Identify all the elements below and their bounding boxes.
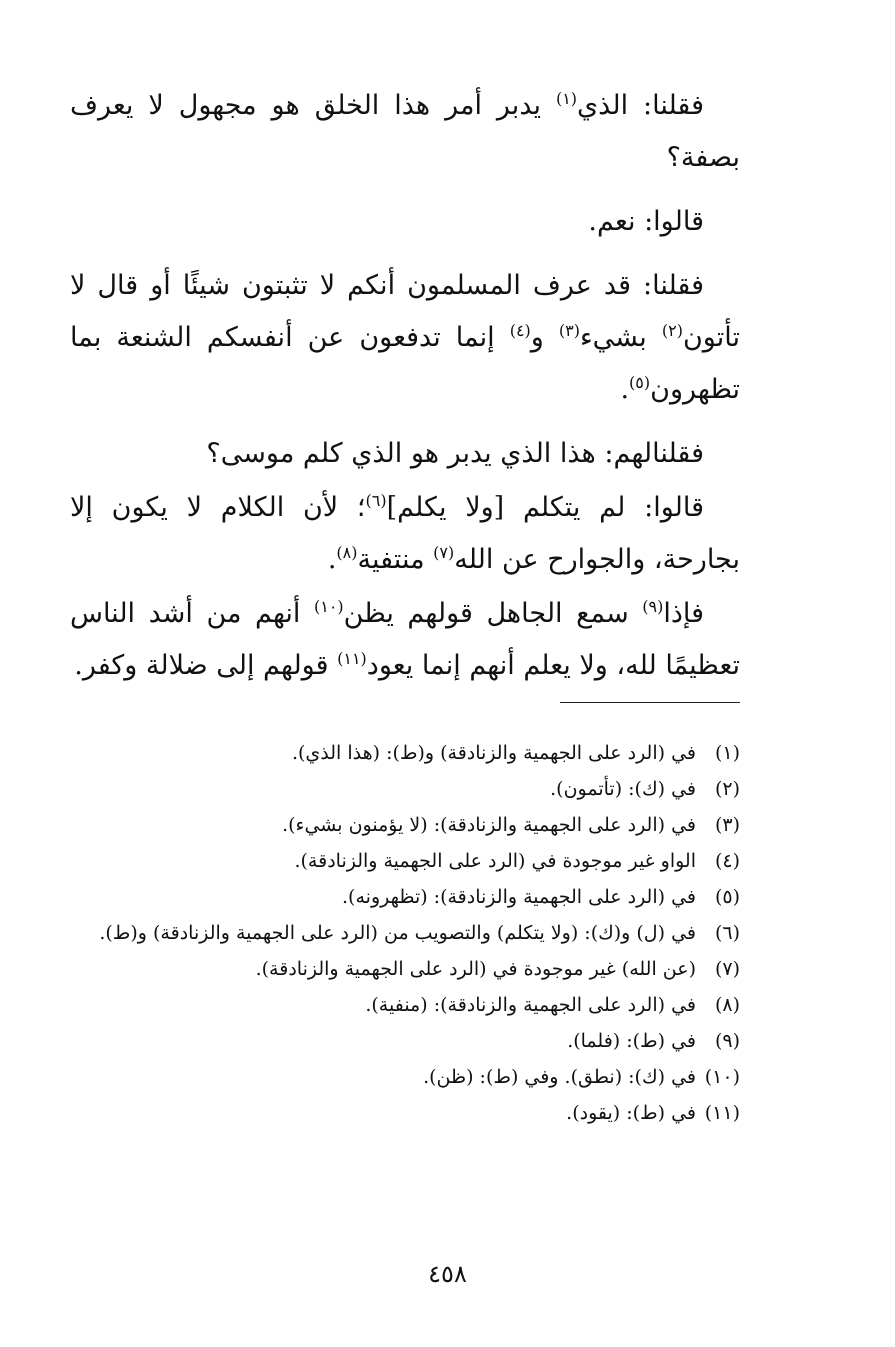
paragraph-text: . <box>620 374 630 405</box>
footnote-text: في (ط): (يقود). <box>566 1102 696 1124</box>
footnote-reference: (٤) <box>509 321 531 340</box>
footnote-reference: (٦) <box>365 491 387 510</box>
footnote-number: (٧) <box>714 958 740 980</box>
footnote-text: في (ك): (تأتمون). <box>550 778 696 800</box>
footnote <box>70 1023 740 1059</box>
paragraph-text: فقلنالهم: هذا الذي يدبر هو الذي كلم موسى؟ <box>206 438 704 469</box>
footnote-text: في (ط): (فلما). <box>567 1030 696 1052</box>
paragraph <box>70 196 740 248</box>
footnote-text: في (ك): (نطق). وفي (ط): (ظن). <box>423 1066 696 1088</box>
paragraph-text: إنما تدفعون عن أنفسكم الشنعة بما تظهرون <box>70 322 740 405</box>
paragraph-text: سمع الجاهل قولهم يظن <box>343 598 643 629</box>
footnote-reference: (١) <box>555 89 578 108</box>
footnote-number: (١٠) <box>704 1066 740 1088</box>
footnote <box>70 915 740 951</box>
page-number: ٤٥٨ <box>428 1260 467 1288</box>
footnote-text: في (الرد على الجهمية والزنادقة): (تظهرونه). <box>342 886 696 908</box>
paragraph-text: ؛ لأن الكلام لا يكون إلا بجارحة، والجوارح عن الله <box>70 492 740 575</box>
paragraph-text: . <box>327 544 337 575</box>
paragraph-text: يدبر أمر هذا الخلق هو مجهول لا يعرف بصفة؟ <box>70 90 740 173</box>
paragraph-text: منتفية <box>357 544 434 575</box>
footnote-reference: (٩) <box>642 597 664 616</box>
footnote <box>70 807 740 843</box>
footnote <box>70 771 740 807</box>
footnote <box>70 843 740 879</box>
footnote <box>70 987 740 1023</box>
footnote-reference: (٥) <box>629 373 651 392</box>
paragraph <box>70 482 740 586</box>
paragraph-text: قالوا: نعم. <box>588 206 704 237</box>
footnote-reference: (٧) <box>433 543 455 562</box>
footnote <box>70 879 740 915</box>
footnote-text: في (الرد على الجهمية والزنادقة) و(ط): (هذا الذي). <box>291 742 696 764</box>
paragraph-text: أنهم من أشد الناس تعظيمًا لله، ولا يعلم أنهم إنما يعود <box>70 598 740 681</box>
paragraph <box>70 260 740 416</box>
footnote-number: (٤) <box>714 850 740 872</box>
footnote <box>70 735 740 771</box>
paragraph-text: فقلنا: قد عرف المسلمون أنكم لا تثبتون شيئًا أو قال لا تأتون <box>70 270 740 353</box>
footnote-number: (٨) <box>714 994 740 1016</box>
footnote-text: في (الرد على الجهمية والزنادقة): (لا يؤمنون بشيء). <box>282 814 696 836</box>
main-text <box>70 80 740 704</box>
footnote-reference: (٣) <box>558 321 580 340</box>
footnote-number: (٣) <box>714 814 740 836</box>
paragraph-text: و <box>530 322 559 353</box>
paragraph <box>70 428 740 480</box>
paragraph-text: قولهم إلى ضلالة وكفر. <box>74 650 338 681</box>
footnote <box>70 951 740 987</box>
footnote-number: (٦) <box>714 922 740 944</box>
paragraph-text: فإذا <box>663 598 704 629</box>
footnote-reference: (١٠) <box>313 597 344 616</box>
footnote <box>70 1059 740 1095</box>
paragraph <box>70 80 740 184</box>
footnote-text: في (الرد على الجهمية والزنادقة): (منفية). <box>365 994 696 1016</box>
footnote-number: (٩) <box>714 1030 740 1052</box>
paragraph-text: بشيء <box>579 322 662 353</box>
footnote-text: الواو غير موجودة في (الرد على الجهمية والزنادقة). <box>294 850 696 872</box>
footnote-text: (عن الله) غير موجودة في (الرد على الجهمية والزنادقة). <box>255 958 696 980</box>
footnote-number: (١) <box>714 742 740 764</box>
footnote-number: (٢) <box>714 778 740 800</box>
footnote-separator <box>560 702 740 703</box>
footnote-text: في (ل) و(ك): (ولا يتكلم) والتصويب من (الرد على الجهمية والزنادقة) و(ط). <box>99 922 696 944</box>
paragraph-text: فقلنا: الذي <box>577 90 704 121</box>
footnote-number: (١١) <box>704 1102 740 1124</box>
paragraph-text: قالوا: لم يتكلم [ولا يكلم] <box>386 492 705 523</box>
footnote-reference: (٨) <box>336 543 358 562</box>
footnote-reference: (١١) <box>337 649 367 668</box>
paragraph <box>70 588 740 692</box>
footnote-reference: (٢) <box>661 321 683 340</box>
footnote-number: (٥) <box>714 886 740 908</box>
footnote <box>70 1095 740 1131</box>
footnotes-list <box>70 735 740 1131</box>
